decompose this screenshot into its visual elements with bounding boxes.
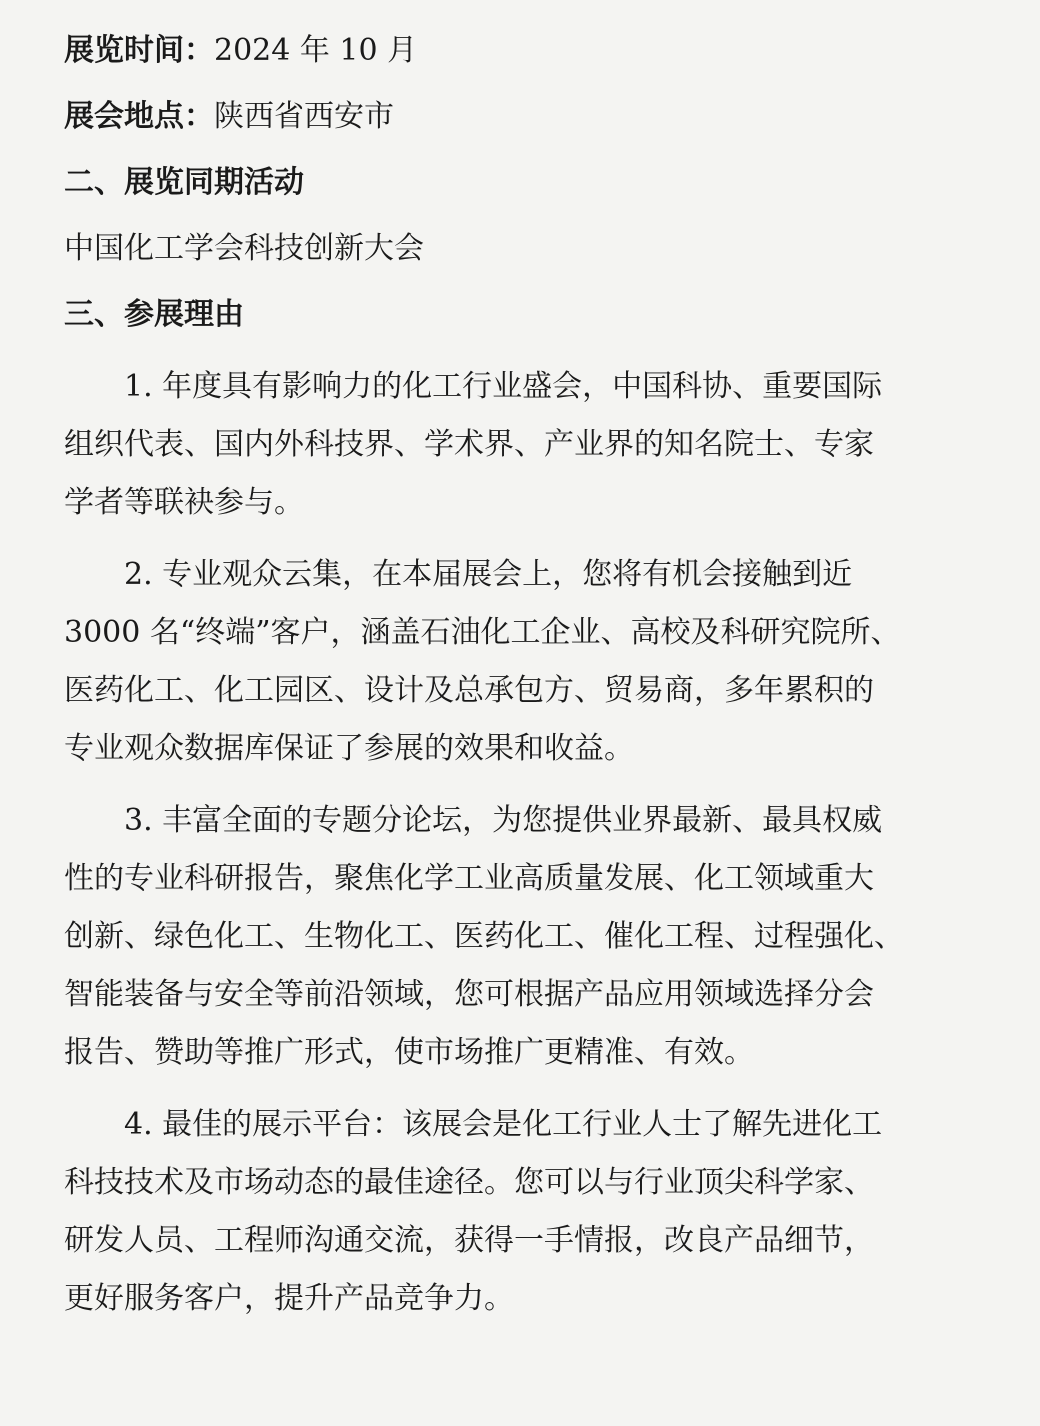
reason-paragraph-1 bbox=[64, 358, 970, 532]
paragraph-line: 专业观众数据库保证了参展的效果和收益。 bbox=[64, 731, 634, 766]
paragraph-line: 3000 名“终端”客户，涵盖石油化工企业、高校及科研究院所、 bbox=[64, 615, 901, 650]
paragraph-line: 性的专业科研报告，聚焦化学工业高质量发展、化工领域重大 bbox=[64, 861, 874, 896]
paragraph-line: 4. 最佳的展示平台：该展会是化工行业人士了解先进化工 bbox=[124, 1107, 883, 1142]
exhibition-place-label: 展会地点： bbox=[64, 99, 214, 134]
paragraph-line: 组织代表、国内外科技界、学术界、产业界的知名院士、专家 bbox=[64, 427, 874, 462]
paragraph-line: 3. 丰富全面的专题分论坛，为您提供业界最新、最具权威 bbox=[124, 803, 883, 838]
paragraph-line: 报告、赞助等推广形式，使市场推广更精准、有效。 bbox=[64, 1035, 754, 1070]
paragraph-line: 创新、绿色化工、生物化工、医药化工、催化工程、过程强化、 bbox=[64, 919, 904, 954]
paragraph-line: 科技技术及市场动态的最佳途径。您可以与行业顶尖科学家、 bbox=[64, 1165, 874, 1200]
exhibition-time-value: 2024 年 10 月 bbox=[214, 33, 418, 68]
reason-paragraph-2 bbox=[64, 546, 970, 778]
section-2-heading: 二、展览同期活动 bbox=[64, 165, 304, 200]
reason-paragraph-3 bbox=[64, 792, 970, 1082]
exhibition-time bbox=[64, 22, 970, 80]
paragraph-line: 智能装备与安全等前沿领域，您可根据产品应用领域选择分会 bbox=[64, 977, 874, 1012]
paragraph-line: 医药化工、化工园区、设计及总承包方、贸易商，多年累积的 bbox=[64, 673, 874, 708]
reason-paragraph-4 bbox=[64, 1096, 970, 1328]
paragraph-line: 1. 年度具有影响力的化工行业盛会，中国科协、重要国际 bbox=[124, 369, 883, 404]
section-2-body: 中国化工学会科技创新大会 bbox=[64, 231, 424, 266]
exhibition-time-label: 展览时间： bbox=[64, 33, 214, 68]
paragraph-line: 2. 专业观众云集，在本届展会上，您将有机会接触到近 bbox=[124, 557, 853, 592]
paragraph-line: 研发人员、工程师沟通交流，获得一手情报，改良产品细节， bbox=[64, 1223, 874, 1258]
exhibition-place bbox=[64, 88, 970, 146]
section-3-heading: 三、参展理由 bbox=[64, 297, 244, 332]
exhibition-place-value: 陕西省西安市 bbox=[214, 99, 394, 134]
paragraph-line: 更好服务客户，提升产品竞争力。 bbox=[64, 1281, 514, 1316]
paragraph-line: 学者等联袂参与。 bbox=[64, 485, 304, 520]
